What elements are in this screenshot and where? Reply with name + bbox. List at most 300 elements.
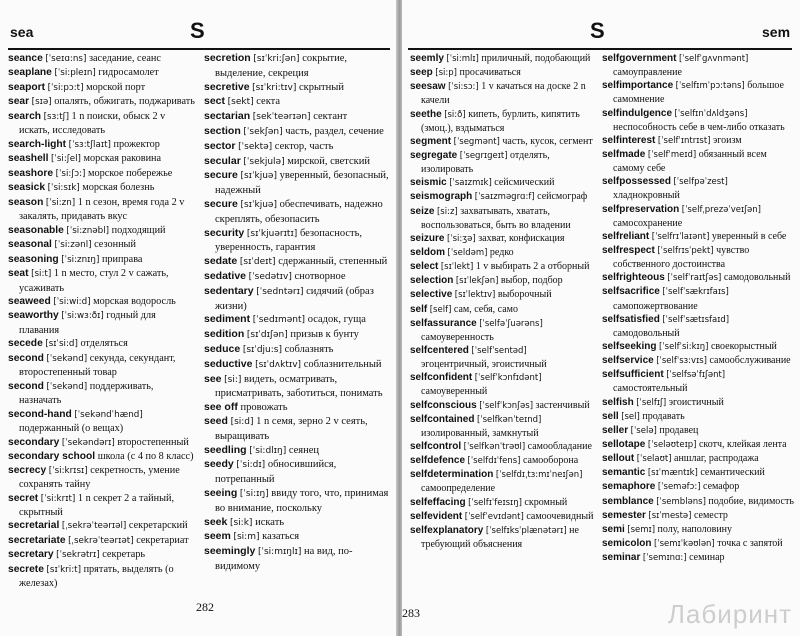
transcription: [ˈsi:wi:d] (53, 296, 91, 307)
headword: selfconscious (410, 399, 477, 411)
dictionary-entry (602, 396, 794, 410)
dictionary-entry (8, 110, 198, 138)
headword: secretariate (8, 534, 66, 546)
definition: выборочный (497, 289, 552, 301)
definition: уверенный в себе (711, 230, 787, 242)
definition: призыв к бунту (290, 329, 359, 341)
headword: second (8, 352, 44, 364)
transcription: [sɪˈkjuə] (240, 171, 277, 182)
transcription: [semɪ] (627, 524, 656, 535)
definition: полу, наполовину (657, 523, 733, 535)
dictionary-entry (8, 295, 198, 309)
transcription: [ˈsi:znəbl] (66, 225, 110, 236)
dictionary-entry (8, 309, 198, 337)
definition: семинар (689, 552, 725, 564)
dictionary-entry (602, 52, 794, 79)
headword: selfish (602, 396, 634, 408)
section-letter-right: S (590, 18, 605, 43)
transcription: [si:ð] (444, 109, 466, 120)
right-column-1 (410, 52, 596, 551)
definition: большое самомнение (613, 80, 784, 106)
headword: sect (204, 95, 226, 108)
headword: secrete (8, 563, 44, 575)
transcription: [sɪˈmæntɪk] (647, 468, 698, 479)
dictionary-entry (602, 452, 794, 466)
dictionary-entry (410, 399, 596, 413)
dictionary-entry (8, 548, 198, 562)
headword: seizure (410, 232, 445, 244)
definition: застенчивый (535, 399, 590, 411)
transcription: [sɪˈkjuə] (240, 199, 277, 210)
definition: заседание, сеанс (88, 53, 161, 64)
transcription: [ˈsedɪmənt] (252, 315, 306, 326)
headword: see off (204, 401, 238, 414)
definition: прятать, выделять (о железах) (19, 563, 174, 590)
definition: редко (489, 246, 514, 258)
transcription: [ˈselfˈkɔnfɪdənt] (474, 373, 542, 384)
definition: сдержанный, степенный (278, 256, 388, 268)
definition: самостоятельный (613, 383, 688, 395)
definition: секта (256, 96, 281, 108)
headword: sellotape (602, 438, 646, 450)
headword: selfcontrol (410, 440, 462, 452)
headword: seesaw (410, 81, 446, 93)
dictionary-entry (204, 52, 394, 81)
dictionary-entry (410, 190, 596, 204)
transcription: [sekt] (227, 97, 254, 108)
transcription: [ˈselfɪʃ] (636, 397, 667, 408)
transcription: [ˈselfkənˈteɪnd] (476, 414, 542, 425)
headword: seaplane (8, 67, 52, 79)
headword: seaworthy (8, 310, 59, 322)
headword: seek (204, 515, 228, 528)
headword: seismograph (410, 191, 473, 203)
definition: самосохранение (613, 217, 683, 229)
definition: обеспечивать, надежно скреплять, обезопасить (215, 198, 383, 225)
definition: своекорыстный (710, 340, 777, 352)
transcription: [ˈselfɪksˈplænətərɪ] (485, 525, 567, 536)
transcription: [ˌsekrəˈteərɪət] (68, 535, 134, 546)
definition: обязанный всем самому себе (613, 148, 767, 175)
headword: seemingly (204, 545, 256, 558)
dictionary-entry (8, 534, 198, 548)
headword: selfmade (602, 148, 646, 160)
definition: 1 n семя, зерно 2 v сеять, выращивать (215, 415, 368, 442)
transcription: [ˈselfəˈʃuərəns] (479, 318, 543, 329)
dictionary-entry (602, 285, 794, 312)
definition: морская раковина (83, 153, 162, 165)
definition: сам, себя, само (453, 303, 518, 315)
headword: sedative (204, 269, 247, 282)
dictionary-entry (410, 52, 596, 66)
left-page (0, 0, 397, 636)
definition: самообладание (527, 440, 592, 452)
headword: sellout (602, 453, 635, 465)
headword: seeing (204, 486, 238, 499)
transcription: [ˈselfˈmeɪd] (647, 149, 697, 160)
headword: search-light (8, 138, 67, 150)
headword: selfgovernment (602, 53, 677, 64)
headword: seasonable (8, 224, 64, 236)
transcription: [sɪˈmestə] (648, 510, 692, 521)
definition: ввиду того, что, принимая во внимание, поскольку (215, 487, 389, 514)
transcription: [ˈsedntərɪ] (256, 286, 304, 297)
transcription: [ˈsi:krɪsɪ] (48, 465, 88, 476)
dictionary-entry (410, 80, 596, 107)
definition: уверенный, безопасный, надежный (215, 170, 389, 197)
headword: selfsacrifice (602, 286, 660, 298)
dictionary-entry (602, 424, 794, 438)
dictionary-entry (204, 358, 394, 373)
definition: отделяться (80, 338, 128, 350)
dictionary-entry (410, 176, 596, 190)
headword: selfcontained (410, 413, 475, 425)
headword: seminar (602, 552, 641, 564)
transcription: [ˈselfˈɪntrɪst] (657, 135, 711, 146)
definition: приличный, подобающий (481, 53, 591, 64)
headword: selfexplanatory (410, 524, 484, 536)
definition: секретарь (102, 549, 146, 561)
headword: secede (8, 338, 43, 350)
headword: seem (204, 530, 231, 543)
transcription: [ˈsi:mlɪ] (446, 54, 479, 64)
dictionary-entry (8, 81, 198, 95)
definition: изолированный, замкнутый (421, 427, 539, 439)
dictionary-entry (602, 495, 794, 509)
dictionary-entry (8, 464, 198, 492)
dictionary-entry (602, 368, 794, 395)
definition: эгоистичный (668, 396, 724, 408)
transcription: [ˈselə] (630, 425, 657, 436)
headword: sedition (204, 328, 245, 341)
definition: 1 n секрет 2 a тайный, скрытный (19, 492, 175, 518)
definition: казаться (262, 531, 300, 543)
transcription: [ˌsekrəˈteərɪəl] (61, 521, 127, 532)
dictionary-entry (204, 415, 394, 444)
dictionary-entry (602, 175, 794, 202)
transcription: [ˈsi:dlɪŋ] (249, 445, 287, 456)
definition: самообслуживание (709, 355, 791, 367)
transcription: [ˈsi:krɪt] (40, 493, 76, 504)
transcription: [ˈsi:pleɪn] (54, 68, 96, 79)
dictionary-entry (8, 450, 198, 463)
headword: semi (602, 523, 625, 535)
dictionary-entry (8, 436, 198, 450)
definition: самоуправление (613, 67, 682, 79)
dictionary-entry (410, 288, 596, 302)
transcription: [ˈsekəndərɪ] (61, 437, 115, 448)
definition: самоочевидный (526, 510, 594, 522)
transcription: [ˈselfrɪsˈpekt] (657, 245, 714, 256)
dictionary-entry (410, 524, 596, 551)
definition: захватывать, хватать, воспользоваться, быть во владении (421, 205, 571, 231)
definition: самодовольный (613, 327, 680, 339)
guide-word-right: sem (762, 24, 791, 40)
dictionary-entry (8, 563, 198, 591)
dictionary-entry (204, 516, 394, 531)
dictionary-entry (8, 181, 198, 195)
dictionary-entry (8, 238, 198, 252)
headword: seasoning (8, 253, 59, 265)
transcription: [ˈsi:znɪŋ] (61, 254, 100, 265)
headword: seller (602, 424, 629, 436)
dictionary-entry (8, 492, 198, 520)
definition: приправа (101, 253, 143, 265)
headword: seductive (204, 357, 253, 370)
definition: самоуверенный (421, 386, 488, 398)
transcription: [ˈsegmənt] (453, 136, 500, 147)
definition: снотворное (294, 270, 346, 282)
headword: segregate (410, 149, 458, 161)
dictionary-entry (8, 152, 198, 166)
headword: seethe (410, 108, 442, 120)
transcription: [ˈselfˈsækrɪfaɪs] (662, 287, 729, 298)
headword: selfpreservation (602, 203, 680, 215)
definition: морская водоросль (93, 295, 176, 307)
headword: selfimportance (602, 80, 674, 92)
headword: second (8, 380, 44, 392)
dictionary-entry (204, 110, 394, 125)
headword: sedate (204, 255, 238, 268)
transcription: [sɪˈkjuərɪtɪ] (246, 228, 298, 239)
dictionary-entry (602, 203, 794, 230)
transcription: [ˈselfsəˈfɪʃənt] (666, 370, 726, 381)
dictionary-entry (204, 285, 394, 314)
dictionary-entry (410, 260, 596, 274)
dictionary-entry (410, 468, 596, 495)
transcription: [ˈselfɪnˈdʌldʒəns] (674, 108, 748, 119)
dictionary-entry (8, 267, 198, 295)
dictionary-entry (8, 352, 198, 380)
headword: selfreliant (602, 230, 650, 242)
definition: не требующий объяснения (421, 524, 579, 550)
transcription: [sɪˈdeɪt] (239, 257, 276, 268)
headword: secondary (8, 436, 60, 448)
dictionary-entry (410, 135, 596, 149)
transcription: [ˈsekjulə] (243, 156, 285, 167)
headword: seldom (410, 246, 446, 258)
definition: сеянец (288, 444, 320, 456)
transcription: [ˈsaɪzmɪk] (449, 178, 492, 189)
headword: sell (602, 410, 619, 422)
headword: secrecy (8, 464, 47, 476)
definition: кипеть, бурлить, кипятить (змоц.), вздыматься (421, 108, 580, 134)
dictionary-entry (8, 337, 198, 351)
definition: секретность, умение сохранять тайну (19, 464, 180, 491)
dictionary-entry (602, 354, 794, 368)
definition: годный для плавания (19, 310, 156, 336)
dictionary-entry (410, 510, 596, 524)
dictionary-entry (602, 537, 794, 551)
headword: seasick (8, 182, 46, 194)
transcription: [sɪˈdʌktɪv] (255, 359, 302, 370)
dictionary-entry (204, 227, 394, 256)
transcription: [ˈselfpəˈzest] (673, 177, 728, 188)
headword: seedy (204, 458, 234, 471)
dictionary-entry (410, 371, 596, 398)
dictionary-entry (204, 545, 394, 574)
dictionary-entry (204, 198, 394, 227)
definition: сейсмический (494, 177, 555, 189)
definition: сидячий (образ жизни) (215, 285, 374, 312)
transcription: [si:m] (233, 532, 260, 543)
transcription: [si:k] (229, 517, 253, 528)
headword: secretarial (8, 520, 60, 532)
definition: мирской, светский (287, 155, 371, 167)
dictionary-entry (602, 509, 794, 523)
dictionary-entry (602, 340, 794, 354)
dictionary-entry (602, 523, 794, 537)
headword: semaphore (602, 481, 656, 493)
headword: selfseeking (602, 340, 657, 352)
definition: самооборона (522, 455, 579, 467)
definition: отделять, изолировать (421, 149, 550, 176)
headword: season (8, 196, 44, 208)
transcription: [si:] (224, 374, 242, 385)
dictionary-entry (204, 530, 394, 545)
headword: semester (602, 509, 646, 521)
dictionary-entry (602, 480, 794, 494)
transcription: [ˈselfˈkɔnʃəs] (479, 400, 534, 411)
page-number-right: 283 (402, 606, 420, 620)
headword: selfinterest (602, 134, 656, 146)
definition: сокрытие, выделение, секреция (215, 53, 347, 79)
headword: selfservice (602, 355, 654, 367)
transcription: [ˈsi:pɔ:t] (47, 82, 84, 93)
headword: seduce (204, 342, 241, 355)
dictionary-entry (410, 303, 596, 317)
headword: seemly (410, 53, 444, 64)
transcription: [ˈsektə] (238, 141, 273, 152)
dictionary-entry (410, 454, 596, 468)
definition: часть, раздел, сечение (285, 125, 384, 137)
headword: selfrighteous (602, 272, 665, 284)
transcription: [sel] (621, 411, 640, 422)
dictionary-entry (602, 438, 794, 452)
dictionary-entry (602, 551, 794, 565)
definition: обносившийся, потрепанный (215, 459, 337, 486)
dictionary-entry (8, 196, 198, 224)
transcription: [ˈselaʊt] (636, 454, 672, 465)
transcription: [sɪˈdju:s] (242, 344, 282, 355)
dictionary-entry (410, 246, 596, 260)
dictionary-entry (410, 274, 596, 288)
transcription: [ˈselfdɪˈfens] (467, 456, 521, 467)
headword: see (204, 372, 222, 385)
definition: 1 n место, стул 2 v сажать, усаживать (19, 268, 169, 294)
dictionary-entry (204, 458, 394, 487)
headword: security (204, 226, 245, 239)
definition: прожектор (113, 138, 160, 150)
definition: секретариат (136, 534, 189, 546)
definition: секретарский (128, 520, 188, 532)
headword: secure (204, 197, 238, 210)
transcription: [sɪˈlekt] (440, 262, 474, 273)
headword: selfconfident (410, 372, 473, 384)
dictionary-entry (8, 52, 198, 66)
dictionary-entry (602, 79, 794, 106)
transcription: [si:z] (436, 206, 458, 217)
headword: seep (410, 67, 433, 79)
definition: захват, конфискация (478, 232, 565, 244)
dictionary-entry (204, 255, 394, 270)
headword: secretive (204, 80, 250, 93)
headword: segment (410, 135, 452, 147)
transcription: [ˈsi:zənl] (54, 240, 92, 251)
headword: secondary school (8, 451, 96, 463)
headword: secure (204, 169, 238, 182)
dictionary-entry (602, 230, 794, 244)
definition: аншлаг, распродажа (674, 453, 759, 465)
headword: seasonal (8, 239, 52, 251)
definition: чувство собственного достоинства (613, 244, 750, 271)
section-letter-left: S (190, 18, 205, 43)
right-column-2 (602, 52, 794, 565)
dictionary-entry (602, 107, 794, 134)
headword: seismic (410, 177, 447, 189)
dictionary-entry (204, 313, 394, 328)
dictionary-entry (410, 496, 596, 510)
definition: морской порт (86, 81, 146, 93)
headword: secretion (204, 52, 251, 64)
guide-word-left: sea (10, 24, 34, 40)
headword: seashore (8, 167, 54, 179)
definition: скотч, клейкая лента (698, 438, 787, 450)
transcription: [ˈsedətɪv] (248, 271, 292, 282)
transcription: [ˈsekənd] (46, 381, 88, 392)
definition: сейсмограф (537, 191, 588, 203)
dictionary-entry (410, 317, 596, 344)
transcription: [ˈselfdɪˌtɜ:mɪˈneɪʃən] (495, 470, 583, 481)
headword: semantic (602, 467, 646, 479)
transcription: [ˈsi:dɪ] (236, 460, 266, 471)
dictionary-entry (204, 155, 394, 170)
right-page (402, 0, 800, 636)
transcription: [sɪˈdɪʃən] (246, 330, 288, 341)
dictionary-entry (410, 205, 596, 232)
transcription: [ˈsekənd] (46, 353, 88, 364)
headword: sector (204, 139, 236, 152)
headword: seaport (8, 81, 46, 93)
headword: selfsatisfied (602, 313, 660, 325)
dictionary-entry (410, 344, 596, 371)
dictionary-entry (410, 108, 596, 135)
transcription: [sɜ:tʃ] (43, 111, 69, 122)
left-column-2 (204, 52, 394, 574)
transcription: [sɪˈkri:tɪv] (252, 82, 297, 93)
header-rule-left (8, 48, 390, 50)
transcription: [ˈseləʊteɪp] (647, 439, 697, 450)
transcription: [sɪˈlekʃən] (455, 276, 499, 287)
dictionary-entry (204, 401, 394, 415)
dictionary-entry (8, 380, 198, 408)
transcription: [ˈsemɪnɑ:] (642, 553, 687, 564)
dictionary-entry (602, 466, 794, 480)
definition: точка с запятой (717, 537, 783, 549)
headword: secret (8, 492, 39, 504)
dictionary-entry (204, 328, 394, 343)
definition: школа (с 4 по 8 класс) (97, 451, 194, 463)
headword: selective (410, 289, 453, 301)
headword: selfsufficient (602, 369, 664, 381)
transcription: [ˈsembləns] (656, 496, 706, 507)
definition: сектант (313, 111, 348, 123)
definition: неспособность себе в чем-либо отказать (613, 121, 785, 133)
transcription: [ˈsaɪzməgrɑ:f] (474, 192, 535, 203)
left-column-1 (8, 52, 198, 591)
headword: selfdetermination (410, 469, 494, 481)
dictionary-entry (602, 148, 794, 175)
